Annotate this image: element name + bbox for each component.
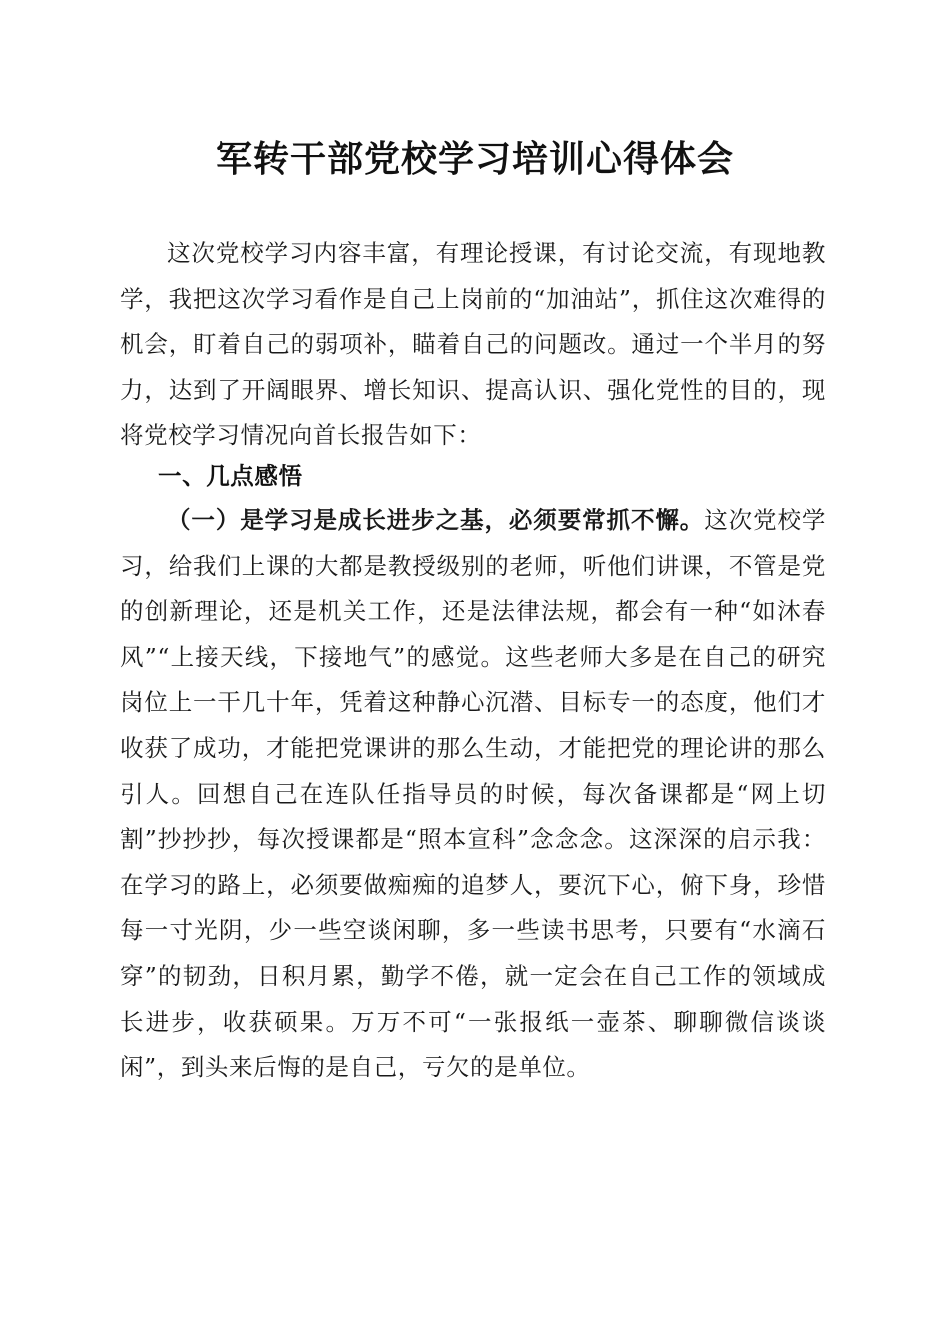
point-paragraph (120, 498, 826, 1091)
point-body-text: 这次党校学习，给我们上课的大都是教授级别的老师，听他们讲课，不管是党的创新理论，还是机关工作，还是法律法规，都会有一种“如沐春风”“上接天线，下接地气”的感觉。这些老师大多是在自己的研究岗位上一干几十年，凭着这种静心沉潜、目标专一的态度，他们才收获了成功，才能把党课讲的那么生动，才能把党的理论讲的那么引人。回想自己在连队任指导员的时候，每次备课都是“网上切割”抄抄抄，每次授课都是“照本宣科”念念念。这深深的启示我：在学习的路上，必须要做痴痴的追梦人，要沉下心，俯下身，珍惜每一寸光阴，少一些空谈闲聊，多一些读书思考，只要有“水滴石穿”的韧劲，日积月累，勤学不倦，就一定会在自己工作的领域成长进步，收获硕果。万万不可“一张报纸一壶茶、聊聊微信谈谈闲”，到头来后悔的是自己，亏欠的是单位。 (120, 506, 827, 1082)
intro-paragraph: 这次党校学习内容丰富，有理论授课，有讨论交流，有现地教学，我把这次学习看作是自己上岗前的“加油站”，抓住这次难得的机会，盯着自己的弱项补，瞄着自己的问题改。通过一个半月的努力，达到了开阔眼界、增长知识、提高认识、强化党性的目的，现将党校学习情况向首长报告如下： (120, 239, 826, 450)
page-title: 军转干部党校学习培训心得体会 (215, 138, 734, 180)
point-lead-sentence: （一）是学习是成长进步之基，必须要常抓不懈。 (167, 506, 705, 534)
section-heading: 一、几点感悟 (158, 462, 303, 490)
